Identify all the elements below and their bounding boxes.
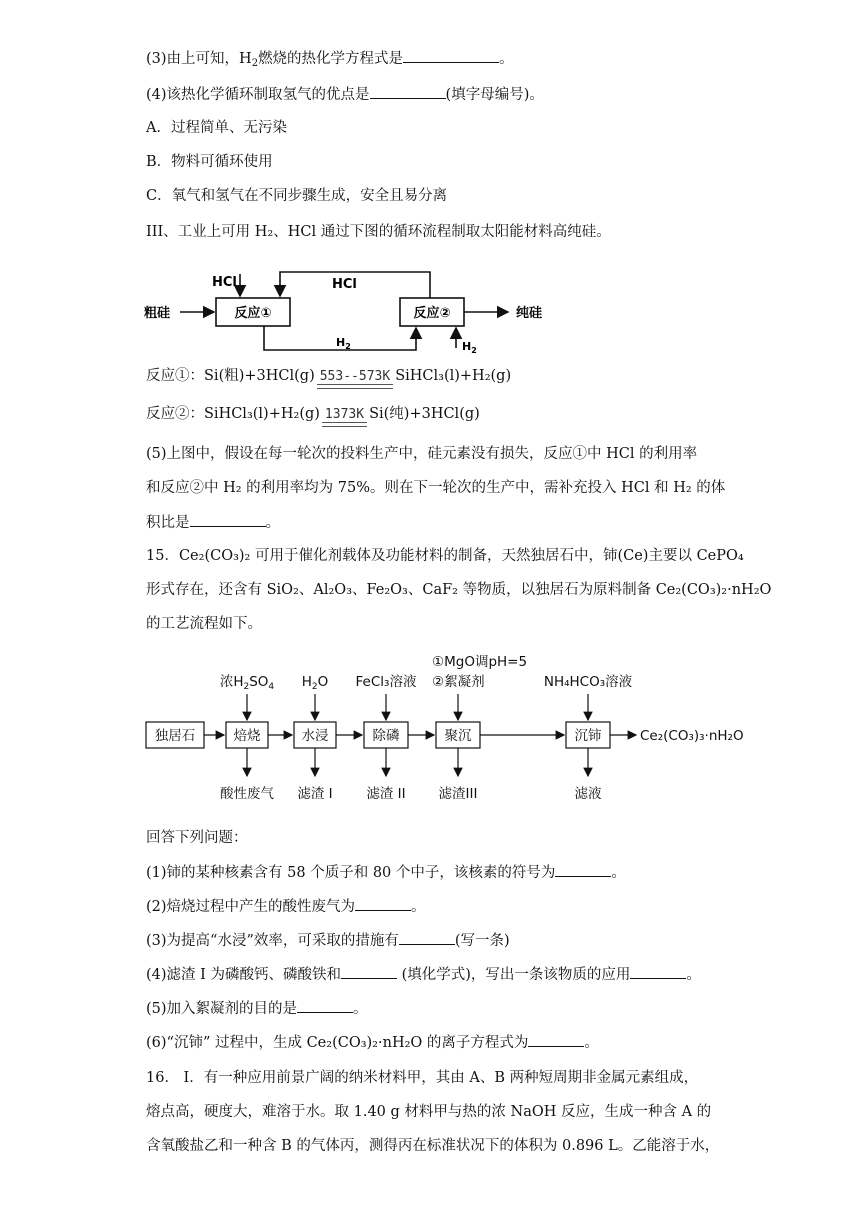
reagent-mgo: ①MgO调pH=5 bbox=[432, 654, 528, 670]
part-iii-intro: III、工业上可用 H₂、HCl 通过下图的循环流程制取太阳能材料高纯硅。 bbox=[146, 224, 611, 240]
q14-part5-line1: (5)上图中，假设在每一轮次的投料生产中，硅元素没有损失，反应①中 HCl 的利用率 bbox=[146, 446, 698, 462]
answer-blank[interactable] bbox=[355, 896, 411, 911]
pure-silicon-label: 纯硅 bbox=[516, 306, 543, 321]
reagent-nh4hco3: NH₄HCO₃溶液 bbox=[543, 674, 633, 690]
silicon-cycle-diagram bbox=[140, 266, 580, 362]
q14-part5-line2: 和反应②中 H₂ 的利用率均为 75%。则在下一轮次的生产中，需补充投入 HCl 和 H₂ 的体 bbox=[146, 480, 726, 496]
q15-line1: 15．Ce₂(CO₃)₂ 可用于催化剂载体及功能材料的制备，天然独居石中，铈(Ce)主要以 CePO₄ bbox=[146, 548, 744, 564]
q14-part3: (3)由上可知，$H_2$燃烧的热化学方程式是 。 bbox=[146, 48, 514, 69]
reagent-flocculant: ②絮凝剂 bbox=[432, 674, 485, 690]
process-flow-diagram bbox=[140, 650, 760, 816]
answer-blank[interactable] bbox=[630, 964, 686, 979]
output-residue-2: 滤渣 II bbox=[366, 786, 406, 802]
answer-blank[interactable] bbox=[370, 84, 446, 99]
h2-loop-label: H bbox=[336, 336, 346, 349]
hcl-loop-label: HCl bbox=[332, 277, 357, 292]
hcl-input-label: HCl bbox=[212, 275, 237, 290]
q15-line3: 的工艺流程如下。 bbox=[146, 616, 262, 632]
q15-sub2: (2)焙烧过程中产生的酸性废气为 。 bbox=[146, 896, 426, 917]
answer-blank[interactable] bbox=[399, 930, 455, 945]
reaction-2-equation: 反应②：SiHCl₃(l)+H₂(g) 1373K Si(纯)+3HCl(g) bbox=[146, 404, 480, 425]
option-b: B．物料可循环使用 bbox=[146, 154, 273, 170]
reaction-1-box: 反应① bbox=[234, 306, 272, 321]
q16-line2: 熔点高，硬度大，难溶于水。取 1.40 g 材料甲与热的浓 NaOH 反应，生成一种含 A 的 bbox=[146, 1104, 712, 1120]
step-cerium-precipitation: 沉铈 bbox=[574, 728, 602, 744]
final-product: Ce₂(CO₃)₃·nH₂O bbox=[640, 728, 744, 744]
q16-line3: 含氧酸盐乙和一种含 B 的气体丙，测得丙在标准状况下的体积为 0.896 L。乙能溶于水， bbox=[146, 1138, 720, 1154]
svg-text:H2O: $H_2O$ bbox=[301, 674, 329, 692]
svg-text:H2: $H_2$ bbox=[336, 336, 351, 351]
h2-input-label: H bbox=[462, 340, 472, 353]
reagent-h2so4: 浓H bbox=[219, 674, 244, 690]
q15-line2: 形式存在，还含有 SiO₂、Al₂O₃、Fe₂O₃、CaF₂ 等物质，以独居石为原料制备 Ce₂(CO₃)₂·nH₂O bbox=[146, 582, 772, 598]
q15-sub6: (6)“沉铈” 过程中，生成 Ce₂(CO₃)₂·nH₂O 的离子方程式为 。 bbox=[146, 1032, 599, 1053]
answer-blank[interactable] bbox=[190, 512, 266, 527]
step-roasting: 焙烧 bbox=[233, 728, 261, 744]
q15-sub1: (1)铈的某种核素含有 58 个质子和 80 个中子，该核素的符号为 。 bbox=[146, 862, 626, 883]
answer-blank[interactable] bbox=[403, 48, 499, 63]
output-residue-3: 滤渣III bbox=[438, 786, 478, 802]
output-residue-1: 滤渣 I bbox=[297, 786, 333, 802]
step-monazite: 独居石 bbox=[154, 728, 196, 744]
answer-blank[interactable] bbox=[528, 1032, 584, 1047]
q14-part4: (4)该热化学循环制取氢气的优点是 (填字母编号)。 bbox=[146, 84, 544, 105]
step-coagulation: 聚沉 bbox=[444, 728, 472, 744]
answer-blank[interactable] bbox=[555, 862, 611, 877]
q15-sub3: (3)为提高“水浸”效率，可采取的措施有 (写一条) bbox=[146, 930, 510, 951]
reaction-2-condition: 1373K bbox=[322, 405, 367, 425]
answer-intro: 回答下列问题： bbox=[146, 830, 248, 846]
answer-blank[interactable] bbox=[341, 964, 397, 979]
q14-part5-line3: 积比是 。 bbox=[146, 512, 280, 533]
reaction-1-condition: 553--573K bbox=[317, 367, 393, 387]
output-filtrate: 滤液 bbox=[574, 786, 602, 802]
q15-sub5: (5)加入絮凝剂的目的是 。 bbox=[146, 998, 368, 1019]
q16-line1: 16． I．有一种应用前景广阔的纳米材料甲，其由 A、B 两种短周期非金属元素组成， bbox=[146, 1070, 699, 1086]
svg-text:H2: $H_2$ bbox=[462, 340, 477, 355]
step-water-leach: 水浸 bbox=[301, 728, 329, 744]
svg-text:浓H2SO4: 浓$H_2SO_4$ bbox=[219, 674, 275, 692]
crude-silicon-label: 粗硅 bbox=[144, 306, 171, 321]
reaction-1-equation: 反应①：Si(粗)+3HCl(g) 553--573K SiHCl₃(l)+H₂(g) bbox=[146, 366, 511, 387]
reagent-fecl3: FeCl₃溶液 bbox=[355, 674, 417, 690]
answer-blank[interactable] bbox=[297, 998, 353, 1013]
option-a: A．过程简单、无污染 bbox=[146, 120, 287, 136]
reagent-water: H bbox=[301, 674, 312, 690]
output-acid-gas: 酸性废气 bbox=[220, 786, 274, 802]
option-c: C．氧气和氢气在不同步骤生成，安全且易分离 bbox=[146, 188, 448, 204]
reaction-2-box: 反应② bbox=[413, 306, 451, 321]
step-dephosphorization: 除磷 bbox=[372, 728, 400, 744]
q15-sub4: (4)滤渣 I 为磷酸钙、磷酸铁和 (填化学式)，写出一条该物质的应用 。 bbox=[146, 964, 701, 985]
